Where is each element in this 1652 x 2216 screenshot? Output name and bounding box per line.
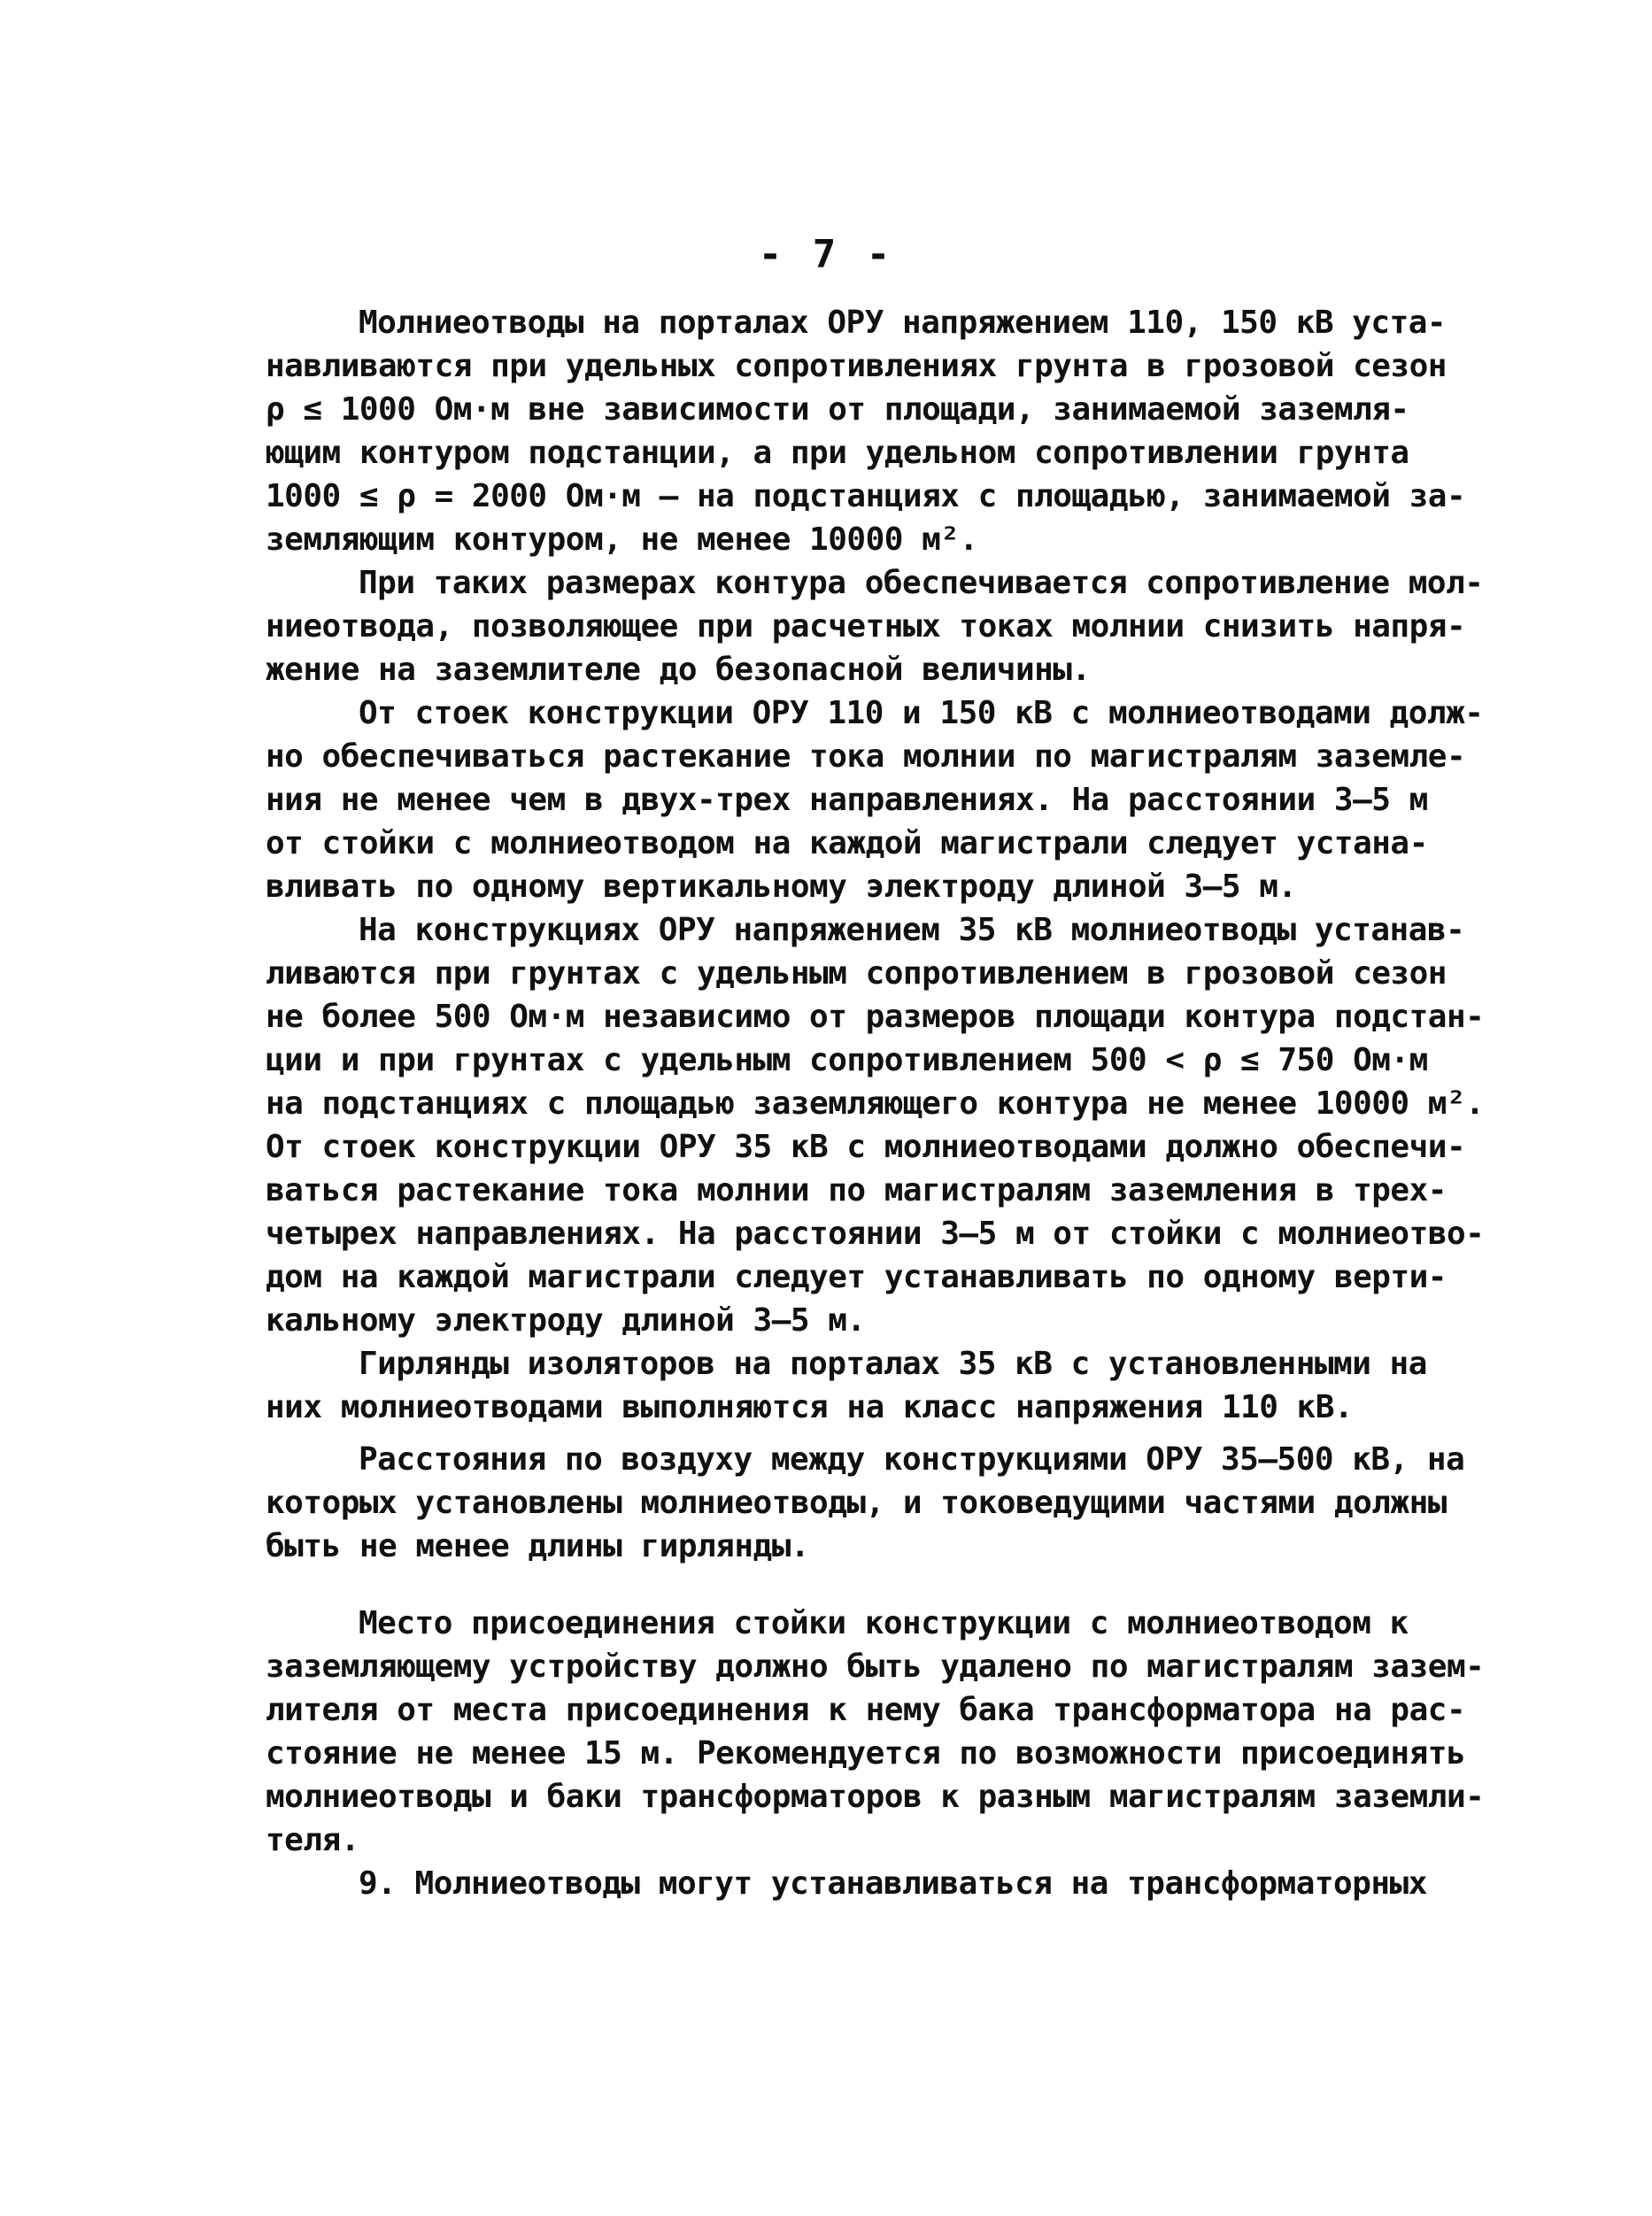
text-line: лителя от места присоединения к нему бака трансформатора на рас- — [266, 1692, 1466, 1728]
text-line: ния не менее чем в двух-трех направлениях. На расстоянии 3–5 м — [266, 782, 1428, 818]
text-line: навливаются при удельных сопротивлениях грунта в грозовой сезон — [266, 348, 1447, 384]
text-line: вливать по одному вертикальному электроду длиной 3–5 м. — [266, 869, 1297, 905]
page-number: - 7 - — [758, 232, 894, 277]
text-line: них молниеотводами выполняются на класс напряжения 110 кВ. — [266, 1389, 1354, 1425]
paragraph-insulator-strings — [266, 1342, 1427, 1429]
text-line: ции и при грунтах с удельным сопротивлением 500 < ρ ≤ 750 Ом·м — [266, 1042, 1428, 1078]
paragraph-lightning-rods-110-150kv — [266, 301, 1466, 561]
text-line: быть не менее длины гирлянды. — [266, 1528, 810, 1564]
text-line: ρ ≤ 1000 Ом·м вне зависимости от площади, занимаемой заземля- — [266, 391, 1409, 428]
paragraph-35kv-constructions — [266, 908, 1485, 1342]
text-line: но обеспечиваться растекание тока молнии по магистралям заземле- — [266, 738, 1466, 775]
text-line: 1000 ≤ ρ = 2000 Ом·м – на подстанциях с площадью, занимаемой за- — [266, 478, 1466, 514]
text-line: От стоек конструкции ОРУ 110 и 150 кВ с молниеотводами долж- — [359, 695, 1484, 731]
paragraph-air-clearance — [266, 1438, 1465, 1568]
text-line: ющим контуром подстанции, а при удельном сопротивлении грунта — [266, 435, 1409, 471]
text-line: жение на заземлителе до безопасной величины. — [266, 652, 1091, 688]
text-line: на подстанциях с площадью заземляющего контура не менее 10000 м². — [266, 1085, 1485, 1122]
text-line: дом на каждой магистрали следует устанавливать по одному верти- — [266, 1259, 1447, 1295]
text-line: 9. Молниеотводы могут устанавливаться на трансформаторных — [359, 1865, 1427, 1902]
text-line: теля. — [266, 1822, 359, 1858]
text-line: не более 500 Ом·м независимо от размеров площади контура подстан- — [266, 999, 1485, 1035]
paragraph-gap — [266, 1568, 1390, 1602]
text-line: молниеотводы и баки трансформаторов к разным магистралям заземли- — [266, 1779, 1485, 1815]
text-line: Гирлянды изоляторов на порталах 35 кВ с установленными на — [359, 1346, 1427, 1382]
text-line: земляющим контуром, не менее 10000 м². — [266, 521, 978, 558]
document-body — [266, 301, 1485, 1905]
text-line: На конструкциях ОРУ напряжением 35 кВ молниеотводы устанав- — [359, 912, 1465, 948]
text-line: От стоек конструкции ОРУ 35 кВ с молниеотводами должно обеспечи- — [266, 1129, 1466, 1165]
text-line: ливаются при грунтах с удельным сопротивлением в грозовой сезон — [266, 955, 1447, 992]
text-line: от стойки с молниеотводом на каждой магистрали следует устана- — [266, 825, 1428, 861]
text-line: При таких размерах контура обеспечивается сопротивление мол- — [359, 565, 1484, 601]
text-line: кальному электроду длиной 3–5 м. — [266, 1302, 866, 1339]
text-line: Расстояния по воздуху между конструкциями ОРУ 35–500 кВ, на — [359, 1441, 1465, 1478]
paragraph-contour-resistance — [266, 561, 1484, 691]
paragraph-connection-point — [266, 1602, 1485, 1862]
paragraph-current-spreading-110-150kv — [266, 691, 1484, 908]
text-line: которых установлены молниеотводы, и токоведущими частями должны — [266, 1485, 1447, 1521]
text-line: заземляющему устройству должно быть удалено по магистралям зазем- — [266, 1648, 1485, 1685]
text-line: ваться растекание тока молнии по магистралям заземления в трех- — [266, 1172, 1447, 1208]
paragraph-item-9 — [266, 1862, 1427, 1905]
text-line: Место присоединения стойки конструкции с молниеотводом к — [359, 1605, 1409, 1641]
text-line: стояние не менее 15 м. Рекомендуется по возможности присоединять — [266, 1735, 1466, 1772]
text-line: четырех направлениях. На расстоянии 3–5 м от стойки с молниеотво- — [266, 1216, 1485, 1252]
paragraph-gap — [266, 1429, 1390, 1438]
text-line: ниеотвода, позволяющее при расчетных токах молнии снизить напря- — [266, 608, 1466, 645]
text-line: Молниеотводы на порталах ОРУ напряжением 110, 150 кВ уста- — [359, 305, 1447, 341]
